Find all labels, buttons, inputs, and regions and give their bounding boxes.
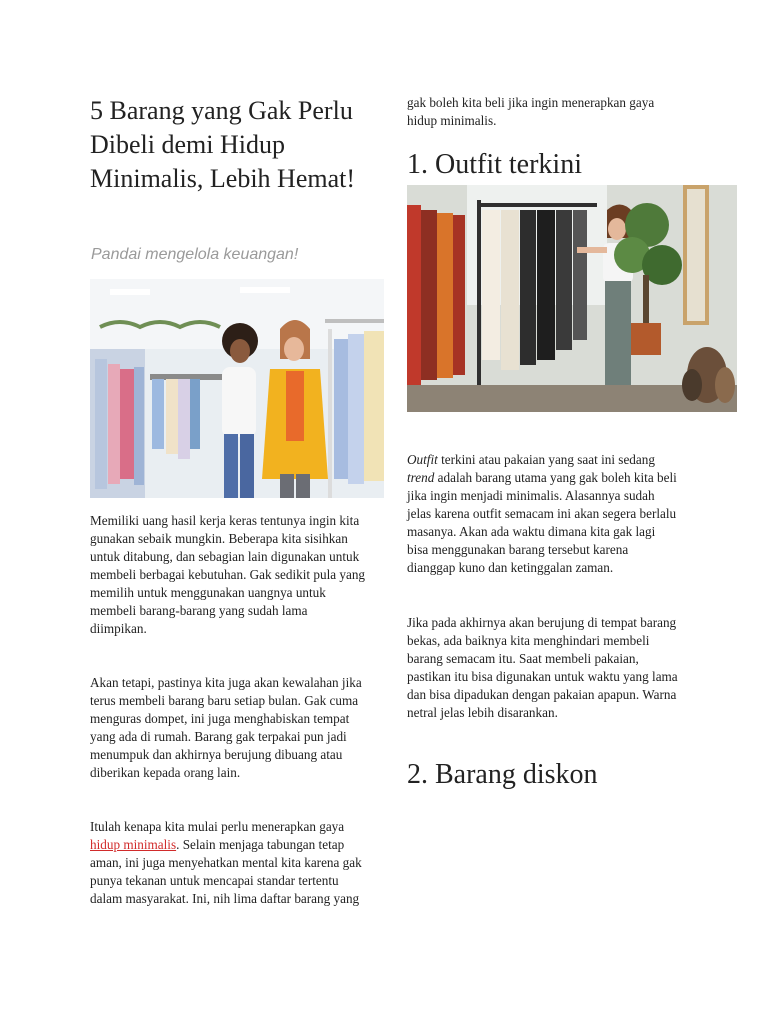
hidup-minimalis-link[interactable]: hidup minimalis [90,837,177,852]
article-title: 5 Barang yang Gak Perlu Dibeli demi Hidup Minimalis, Lebih Hemat! [90,96,356,193]
shopping-photo [90,279,384,498]
body-paragraph [90,818,366,908]
article-subtitle: Pandai mengelola keuangan! [91,246,299,263]
body-paragraph: gak boleh kita beli jika ingin menerapkan gaya hidup minimalis. [407,95,655,128]
body-paragraph: Akan tetapi, pastinya kita juga akan kewalahan jika terus membeli barang baru setiap bulan. Gak cuma menguras dompet, ini juga menghabiskan tempat yang ada di rumah. Barang gak terpakai pun jadi menumpuk dan akhirnya berujung dibuang atau diberikan kepada orang lain. [90,675,362,780]
body-paragraph: Jika pada akhirnya akan berujung di tempat barang bekas, ada baiknya kita menghindari membeli barang semacam itu. Saat membeli pakaian, pastikan itu bisa digunakan untuk waktu yang lama dan bisa dipadukan dengan pakaian apapun. Warna netral jelas lebih disarankan. [407,615,678,720]
section-heading-2: 2. Barang diskon [407,759,598,790]
paragraph-text: . Selain menjaga tabungan tetap aman, ini juga menyehatkan mental kita karena gak punya tekanan untuk mencapai standar tertentu dalam masyarakat. Ini, nih lima daftar barang yang [90,837,362,906]
clothing-rack-photo [407,185,737,412]
paragraph-text: adalah barang utama yang gak boleh kita beli jika ingin menjadi minimalis. Alasannya sudah jelas karena outfit semacam ini akan segera berlalu masanya. Akan ada waktu dimana kita gak lagi bisa menggunakan barang tersebut karena dianggap kuno dan ketinggalan zaman. [407,470,677,575]
italic-term: Outfit [407,452,438,467]
section-heading-1: 1. Outfit terkini [407,149,582,180]
paragraph-text: terkini atau pakaian yang saat ini sedang [437,452,655,467]
body-paragraph: Memiliki uang hasil kerja keras tentunya ingin kita gunakan sebaik mungkin. Beberapa kita sisihkan untuk ditabung, dan sebagian lain digunakan untuk membeli berbagai kebutuhan. Gak sedikit pula yang memilih untuk menggunakan uangnya untuk membeli barang-barang yang sudah lama diimpikan. [90,513,366,636]
italic-term: trend [407,470,435,485]
body-paragraph [407,451,679,577]
paragraph-text: Itulah kenapa kita mulai perlu menerapkan gaya [90,819,345,834]
